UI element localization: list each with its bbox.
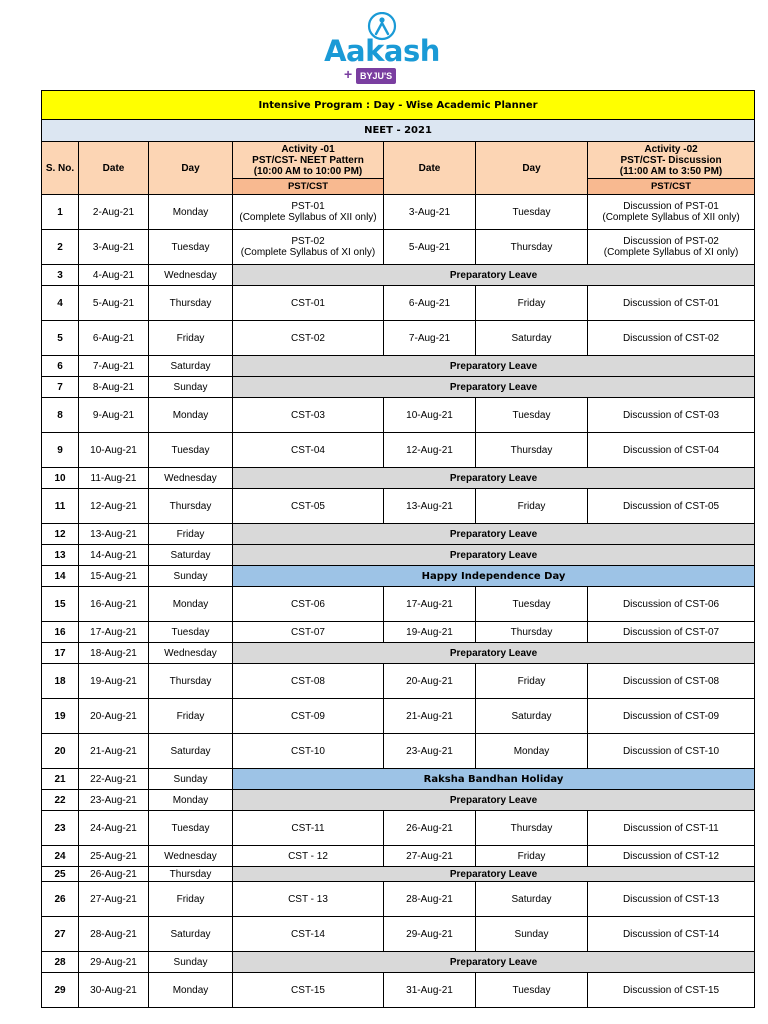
day-cell: Thursday bbox=[149, 286, 233, 321]
subtitle-row bbox=[42, 120, 755, 142]
activity2-line: Discussion of CST-10 bbox=[622, 745, 720, 757]
header-sno: S. No. bbox=[42, 142, 79, 195]
table-row bbox=[42, 846, 755, 867]
day2-cell: Tuesday bbox=[476, 973, 588, 1008]
date-cell: 12-Aug-21 bbox=[79, 489, 149, 524]
title-row bbox=[42, 91, 755, 120]
preparatory-leave-cell: Preparatory Leave bbox=[233, 643, 755, 664]
table-row bbox=[42, 265, 755, 286]
day2-cell: Saturday bbox=[476, 699, 588, 734]
serial-number-cell: 26 bbox=[42, 882, 79, 917]
preparatory-leave-cell: Preparatory Leave bbox=[233, 377, 755, 398]
activity2-line: Discussion of CST-09 bbox=[622, 710, 720, 722]
activity2-cell bbox=[588, 230, 755, 265]
activity2-cell bbox=[588, 846, 755, 867]
activity1-line: CST-04 bbox=[291, 444, 325, 456]
date-cell: 15-Aug-21 bbox=[79, 566, 149, 587]
activity1-cell bbox=[233, 286, 384, 321]
serial-number-cell: 16 bbox=[42, 622, 79, 643]
activity2-cell bbox=[588, 973, 755, 1008]
header-day2: Day bbox=[476, 142, 588, 195]
activity1-cell bbox=[233, 846, 384, 867]
serial-number-cell: 15 bbox=[42, 587, 79, 622]
date-cell: 29-Aug-21 bbox=[79, 952, 149, 973]
day-cell: Tuesday bbox=[149, 622, 233, 643]
header-activity2-line: Activity -02 bbox=[644, 143, 698, 155]
activity2-line: Discussion of CST-07 bbox=[622, 626, 720, 638]
date2-cell: 28-Aug-21 bbox=[384, 882, 476, 917]
table-row bbox=[42, 973, 755, 1008]
date-cell: 13-Aug-21 bbox=[79, 524, 149, 545]
day2-cell: Thursday bbox=[476, 811, 588, 846]
serial-number-cell: 27 bbox=[42, 917, 79, 952]
date2-cell: 12-Aug-21 bbox=[384, 433, 476, 468]
table-row bbox=[42, 952, 755, 973]
table-row bbox=[42, 867, 755, 882]
table-row bbox=[42, 769, 755, 790]
day-cell: Saturday bbox=[149, 734, 233, 769]
table-row bbox=[42, 664, 755, 699]
date-cell: 3-Aug-21 bbox=[79, 230, 149, 265]
serial-number-cell: 8 bbox=[42, 398, 79, 433]
activity2-cell bbox=[588, 286, 755, 321]
day2-cell: Friday bbox=[476, 286, 588, 321]
activity1-cell bbox=[233, 917, 384, 952]
activity1-line: (Complete Syllabus of XII only) bbox=[239, 212, 377, 223]
table-row bbox=[42, 433, 755, 468]
date2-cell: 3-Aug-21 bbox=[384, 195, 476, 230]
serial-number-cell: 23 bbox=[42, 811, 79, 846]
table-row bbox=[42, 545, 755, 566]
date2-cell: 27-Aug-21 bbox=[384, 846, 476, 867]
day-cell: Monday bbox=[149, 587, 233, 622]
day-cell: Sunday bbox=[149, 566, 233, 587]
preparatory-leave-cell: Preparatory Leave bbox=[233, 524, 755, 545]
holiday-cell: Raksha Bandhan Holiday bbox=[233, 769, 755, 790]
day-cell: Tuesday bbox=[149, 811, 233, 846]
table-row bbox=[42, 489, 755, 524]
activity2-line: (Complete Syllabus of XI only) bbox=[603, 247, 739, 258]
serial-number-cell: 4 bbox=[42, 286, 79, 321]
day-cell: Saturday bbox=[149, 917, 233, 952]
day-cell: Wednesday bbox=[149, 265, 233, 286]
table-row bbox=[42, 699, 755, 734]
day-cell: Friday bbox=[149, 882, 233, 917]
partner-name: BYJU'S bbox=[356, 68, 396, 84]
header-activity1-line: Activity -01 bbox=[281, 143, 335, 155]
activity2-cell bbox=[588, 489, 755, 524]
activity1-line: CST-03 bbox=[291, 409, 325, 421]
day2-cell: Tuesday bbox=[476, 587, 588, 622]
activity1-cell bbox=[233, 622, 384, 643]
day-cell: Thursday bbox=[149, 489, 233, 524]
activity1-line: PST-02 bbox=[291, 236, 325, 247]
subheader-activity1: PST/CST bbox=[233, 179, 384, 195]
day-cell: Friday bbox=[149, 699, 233, 734]
serial-number-cell: 3 bbox=[42, 265, 79, 286]
date-cell: 6-Aug-21 bbox=[79, 321, 149, 356]
activity1-line: (Complete Syllabus of XI only) bbox=[240, 247, 376, 258]
table-row bbox=[42, 230, 755, 265]
table-row bbox=[42, 398, 755, 433]
date-cell: 17-Aug-21 bbox=[79, 622, 149, 643]
date-cell: 30-Aug-21 bbox=[79, 973, 149, 1008]
activity2-line: Discussion of CST-08 bbox=[622, 675, 720, 687]
activity2-cell bbox=[588, 811, 755, 846]
activity1-cell bbox=[233, 195, 384, 230]
header-activity2 bbox=[588, 142, 755, 179]
date2-cell: 7-Aug-21 bbox=[384, 321, 476, 356]
activity1-cell bbox=[233, 882, 384, 917]
date2-cell: 29-Aug-21 bbox=[384, 917, 476, 952]
table-row bbox=[42, 790, 755, 811]
activity1-line: CST-01 bbox=[291, 297, 325, 309]
activity2-line: Discussion of CST-01 bbox=[622, 297, 720, 309]
serial-number-cell: 11 bbox=[42, 489, 79, 524]
activity2-line: Discussion of CST-12 bbox=[622, 850, 720, 862]
serial-number-cell: 20 bbox=[42, 734, 79, 769]
activity2-line: Discussion of CST-02 bbox=[622, 332, 720, 344]
date-cell: 20-Aug-21 bbox=[79, 699, 149, 734]
date-cell: 25-Aug-21 bbox=[79, 846, 149, 867]
serial-number-cell: 2 bbox=[42, 230, 79, 265]
serial-number-cell: 18 bbox=[42, 664, 79, 699]
academic-planner-table bbox=[41, 90, 755, 1008]
activity2-line: Discussion of CST-04 bbox=[622, 444, 720, 456]
date-cell: 26-Aug-21 bbox=[79, 867, 149, 882]
header-activity1-line: (10:00 AM to 10:00 PM) bbox=[253, 165, 363, 177]
activity2-line: (Complete Syllabus of XII only) bbox=[602, 212, 740, 223]
day2-cell: Thursday bbox=[476, 433, 588, 468]
serial-number-cell: 29 bbox=[42, 973, 79, 1008]
serial-number-cell: 9 bbox=[42, 433, 79, 468]
activity2-cell bbox=[588, 433, 755, 468]
day-cell: Monday bbox=[149, 195, 233, 230]
serial-number-cell: 22 bbox=[42, 790, 79, 811]
activity2-line: Discussion of CST-14 bbox=[622, 928, 720, 940]
header-row bbox=[42, 142, 755, 179]
serial-number-cell: 28 bbox=[42, 952, 79, 973]
day-cell: Wednesday bbox=[149, 846, 233, 867]
table-row bbox=[42, 356, 755, 377]
date2-cell: 19-Aug-21 bbox=[384, 622, 476, 643]
date-cell: 24-Aug-21 bbox=[79, 811, 149, 846]
activity1-line: CST - 12 bbox=[288, 850, 328, 862]
day-cell: Thursday bbox=[149, 664, 233, 699]
activity1-line: CST - 13 bbox=[288, 893, 328, 905]
preparatory-leave-cell: Preparatory Leave bbox=[233, 545, 755, 566]
activity1-cell bbox=[233, 664, 384, 699]
date-cell: 21-Aug-21 bbox=[79, 734, 149, 769]
day2-cell: Friday bbox=[476, 489, 588, 524]
page-subtitle: NEET - 2021 bbox=[42, 120, 755, 142]
day2-cell: Monday bbox=[476, 734, 588, 769]
serial-number-cell: 7 bbox=[42, 377, 79, 398]
activity1-cell bbox=[233, 321, 384, 356]
day-cell: Wednesday bbox=[149, 468, 233, 489]
day2-cell: Thursday bbox=[476, 622, 588, 643]
page-title: Intensive Program : Day - Wise Academic Planner bbox=[42, 91, 755, 120]
table-row bbox=[42, 587, 755, 622]
activity2-line: Discussion of CST-13 bbox=[622, 893, 720, 905]
day2-cell: Saturday bbox=[476, 882, 588, 917]
table-row bbox=[42, 734, 755, 769]
table-row bbox=[42, 286, 755, 321]
date-cell: 23-Aug-21 bbox=[79, 790, 149, 811]
day2-cell: Tuesday bbox=[476, 195, 588, 230]
activity2-cell bbox=[588, 195, 755, 230]
table-row bbox=[42, 321, 755, 356]
table-row bbox=[42, 882, 755, 917]
preparatory-leave-cell: Preparatory Leave bbox=[233, 790, 755, 811]
date-cell: 19-Aug-21 bbox=[79, 664, 149, 699]
table-row bbox=[42, 195, 755, 230]
activity1-line: CST-09 bbox=[291, 710, 325, 722]
day2-cell: Friday bbox=[476, 846, 588, 867]
day-cell: Friday bbox=[149, 321, 233, 356]
activity1-cell bbox=[233, 230, 384, 265]
subheader-activity2: PST/CST bbox=[588, 179, 755, 195]
day2-cell: Friday bbox=[476, 664, 588, 699]
header-date: Date bbox=[79, 142, 149, 195]
activity1-cell bbox=[233, 398, 384, 433]
date-cell: 8-Aug-21 bbox=[79, 377, 149, 398]
table-row bbox=[42, 622, 755, 643]
preparatory-leave-cell: Preparatory Leave bbox=[233, 468, 755, 489]
date-cell: 7-Aug-21 bbox=[79, 356, 149, 377]
day-cell: Sunday bbox=[149, 952, 233, 973]
activity1-cell bbox=[233, 699, 384, 734]
date-cell: 9-Aug-21 bbox=[79, 398, 149, 433]
day-cell: Thursday bbox=[149, 867, 233, 882]
day2-cell: Tuesday bbox=[476, 398, 588, 433]
activity1-cell bbox=[233, 811, 384, 846]
date2-cell: 23-Aug-21 bbox=[384, 734, 476, 769]
activity1-line: CST-11 bbox=[291, 822, 325, 834]
day-cell: Monday bbox=[149, 398, 233, 433]
table-row bbox=[42, 917, 755, 952]
activity2-cell bbox=[588, 664, 755, 699]
serial-number-cell: 24 bbox=[42, 846, 79, 867]
activity2-cell bbox=[588, 587, 755, 622]
activity2-cell bbox=[588, 321, 755, 356]
preparatory-leave-cell: Preparatory Leave bbox=[233, 356, 755, 377]
day-cell: Tuesday bbox=[149, 433, 233, 468]
activity2-line: Discussion of CST-15 bbox=[622, 984, 720, 996]
table-row bbox=[42, 811, 755, 846]
header-activity1-line: PST/CST- NEET Pattern bbox=[252, 154, 364, 166]
date-cell: 16-Aug-21 bbox=[79, 587, 149, 622]
activity2-cell bbox=[588, 882, 755, 917]
date-cell: 10-Aug-21 bbox=[79, 433, 149, 468]
activity1-cell bbox=[233, 489, 384, 524]
date2-cell: 5-Aug-21 bbox=[384, 230, 476, 265]
table-row bbox=[42, 643, 755, 664]
table-row bbox=[42, 468, 755, 489]
day-cell: Monday bbox=[149, 790, 233, 811]
header-day: Day bbox=[149, 142, 233, 195]
header-activity1 bbox=[233, 142, 384, 179]
activity1-line: CST-05 bbox=[291, 500, 325, 512]
table-row bbox=[42, 377, 755, 398]
date2-cell: 26-Aug-21 bbox=[384, 811, 476, 846]
table-row bbox=[42, 566, 755, 587]
activity1-cell bbox=[233, 734, 384, 769]
serial-number-cell: 19 bbox=[42, 699, 79, 734]
serial-number-cell: 6 bbox=[42, 356, 79, 377]
date-cell: 4-Aug-21 bbox=[79, 265, 149, 286]
holiday-cell: Happy Independence Day bbox=[233, 566, 755, 587]
preparatory-leave-cell: Preparatory Leave bbox=[233, 952, 755, 973]
date2-cell: 31-Aug-21 bbox=[384, 973, 476, 1008]
date-cell: 2-Aug-21 bbox=[79, 195, 149, 230]
date-cell: 14-Aug-21 bbox=[79, 545, 149, 566]
activity1-cell bbox=[233, 973, 384, 1008]
activity2-line: Discussion of PST-01 bbox=[623, 201, 719, 212]
activity1-line: CST-10 bbox=[291, 745, 325, 757]
date2-cell: 20-Aug-21 bbox=[384, 664, 476, 699]
date2-cell: 6-Aug-21 bbox=[384, 286, 476, 321]
day-cell: Tuesday bbox=[149, 230, 233, 265]
day-cell: Friday bbox=[149, 524, 233, 545]
date-cell: 18-Aug-21 bbox=[79, 643, 149, 664]
activity2-cell bbox=[588, 917, 755, 952]
date2-cell: 10-Aug-21 bbox=[384, 398, 476, 433]
activity2-cell bbox=[588, 734, 755, 769]
date2-cell: 13-Aug-21 bbox=[384, 489, 476, 524]
activity2-cell bbox=[588, 398, 755, 433]
activity1-cell bbox=[233, 587, 384, 622]
activity2-line: Discussion of CST-11 bbox=[623, 822, 719, 834]
serial-number-cell: 1 bbox=[42, 195, 79, 230]
activity1-line: PST-01 bbox=[291, 201, 325, 212]
date-cell: 5-Aug-21 bbox=[79, 286, 149, 321]
activity2-line: Discussion of CST-05 bbox=[622, 500, 720, 512]
serial-number-cell: 5 bbox=[42, 321, 79, 356]
plus-icon: + bbox=[344, 66, 353, 82]
header-activity2-line: (11:00 AM to 3:50 PM) bbox=[619, 165, 723, 177]
activity2-cell bbox=[588, 699, 755, 734]
activity1-line: CST-07 bbox=[291, 626, 325, 638]
serial-number-cell: 13 bbox=[42, 545, 79, 566]
serial-number-cell: 12 bbox=[42, 524, 79, 545]
date-cell: 11-Aug-21 bbox=[79, 468, 149, 489]
preparatory-leave-cell: Preparatory Leave bbox=[233, 265, 755, 286]
activity1-cell bbox=[233, 433, 384, 468]
day-cell: Sunday bbox=[149, 769, 233, 790]
serial-number-cell: 14 bbox=[42, 566, 79, 587]
date-cell: 27-Aug-21 bbox=[79, 882, 149, 917]
activity1-line: CST-15 bbox=[291, 984, 325, 996]
header-activity2-line: PST/CST- Discussion bbox=[620, 154, 722, 166]
day-cell: Wednesday bbox=[149, 643, 233, 664]
day-cell: Monday bbox=[149, 973, 233, 1008]
date2-cell: 21-Aug-21 bbox=[384, 699, 476, 734]
brand-name: Aakash bbox=[324, 34, 440, 68]
day-cell: Saturday bbox=[149, 545, 233, 566]
activity1-line: CST-14 bbox=[291, 928, 325, 940]
date-cell: 22-Aug-21 bbox=[79, 769, 149, 790]
activity1-line: CST-06 bbox=[291, 598, 325, 610]
activity1-line: CST-02 bbox=[291, 332, 325, 344]
aakash-byjus-logo bbox=[322, 10, 442, 86]
table-row bbox=[42, 524, 755, 545]
activity2-line: Discussion of CST-06 bbox=[622, 598, 720, 610]
day2-cell: Thursday bbox=[476, 230, 588, 265]
date2-cell: 17-Aug-21 bbox=[384, 587, 476, 622]
day2-cell: Sunday bbox=[476, 917, 588, 952]
day2-cell: Saturday bbox=[476, 321, 588, 356]
activity2-line: Discussion of CST-03 bbox=[622, 409, 720, 421]
activity2-line: Discussion of PST-02 bbox=[623, 236, 719, 247]
day-cell: Saturday bbox=[149, 356, 233, 377]
preparatory-leave-cell: Preparatory Leave bbox=[233, 867, 755, 882]
serial-number-cell: 25 bbox=[42, 867, 79, 882]
activity1-line: CST-08 bbox=[291, 675, 325, 687]
serial-number-cell: 21 bbox=[42, 769, 79, 790]
day-cell: Sunday bbox=[149, 377, 233, 398]
serial-number-cell: 10 bbox=[42, 468, 79, 489]
date-cell: 28-Aug-21 bbox=[79, 917, 149, 952]
serial-number-cell: 17 bbox=[42, 643, 79, 664]
header-date2: Date bbox=[384, 142, 476, 195]
activity2-cell bbox=[588, 622, 755, 643]
